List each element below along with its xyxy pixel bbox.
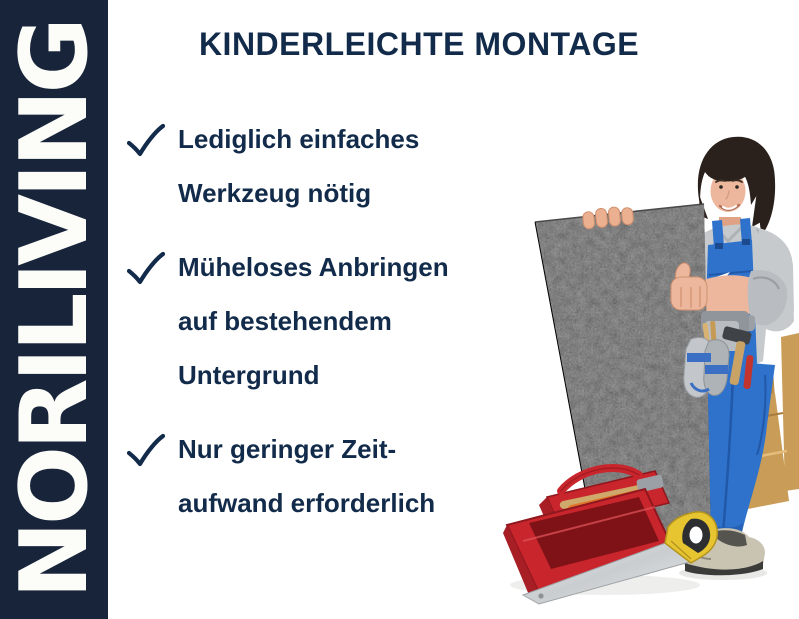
benefit-list xyxy=(126,112,526,550)
work-gloves xyxy=(684,338,729,398)
benefit-text: Nur geringer Zeit- aufwand erforderlich xyxy=(178,433,436,518)
check-icon xyxy=(126,251,166,287)
list-item xyxy=(126,422,526,530)
page-title: KINDERLEICHTE MONTAGE xyxy=(198,26,640,62)
list-item xyxy=(126,240,526,402)
benefit-text: Lediglich einfaches Werkzeug nötig xyxy=(178,123,420,208)
brand-banner xyxy=(0,0,108,619)
product-photo xyxy=(495,125,799,605)
check-icon xyxy=(126,433,166,469)
benefit-text: Müheloses Anbringen auf bestehendem Untergrund xyxy=(178,251,449,390)
check-icon xyxy=(126,123,166,159)
list-item xyxy=(126,112,526,220)
brand-name: NORILIVING xyxy=(0,21,108,599)
